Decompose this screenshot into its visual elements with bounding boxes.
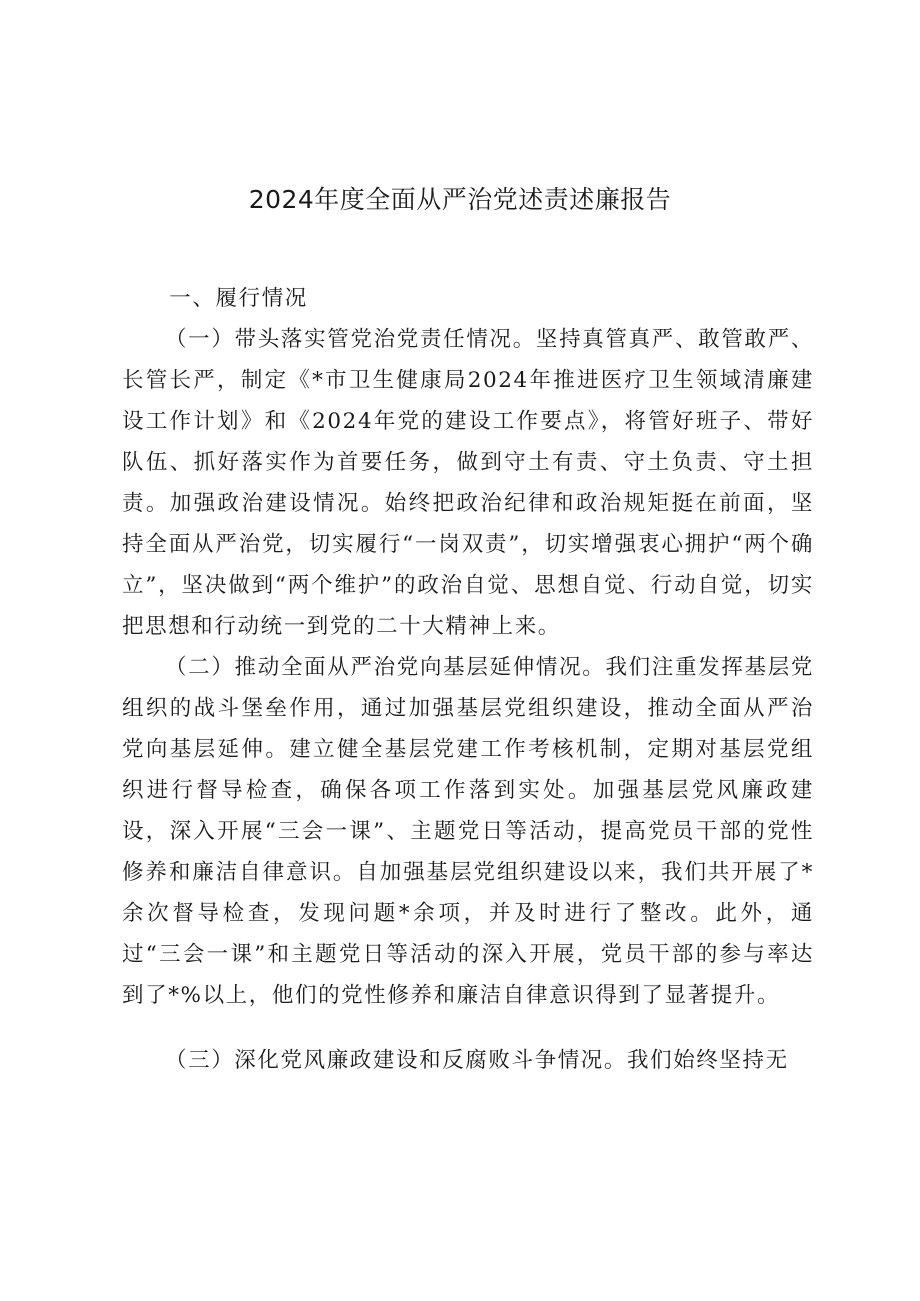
paragraph-1: （一）带头落实管党治党责任情况。坚持真管真严、敢管敢严、长管长严，制定《*市卫生健康局2024年推进医疗卫生领域清廉建设工作计划》和《2024年党的建设工作要点》，将管好班子、带好队伍、抓好落实作为首要任务，做到守土有责、守土负责、守土担责。加强政治建设情况。始终把政治纪律和政治规矩挺在前面，坚持全面从严治党，切实履行“一岗双责”，切实增强衷心拥护“两个确立”，坚决做到“两个维护”的政治自觉、思想自觉、行动自觉，切实把思想和行动统一到党的二十大精神上来。 [122,327,814,639]
paragraph-2: （二）推动全面从严治党向基层延伸情况。我们注重发挥基层党组织的战斗堡垒作用，通过加强基层党组织建设，推动全面从严治党向基层延伸。建立健全基层党建工作考核机制，定期对基层党组织进行督导检查，确保各项工作落到实处。加强基层党风廉政建设，深入开展“三会一课”、主题党日等活动，提高党员干部的党性修养和廉洁自律意识。自加强基层党组织建设以来，我们共开展了*余次督导检查，发现问题*余项，并及时进行了整改。此外，通过“三会一课”和主题党日等活动的深入开展，党员干部的参与率达到了*%以上，他们的党性修养和廉洁自律意识得到了显著提升。 [122,655,814,1008]
document-title: 2024年度全面从严治党述责述廉报告 [248,185,672,214]
document-body [122,278,814,1081]
section-heading: 一、履行情况 [169,286,308,311]
paragraph-3: （三）深化党风廉政建设和反腐败斗争情况。我们始终坚持无 [165,1048,789,1073]
